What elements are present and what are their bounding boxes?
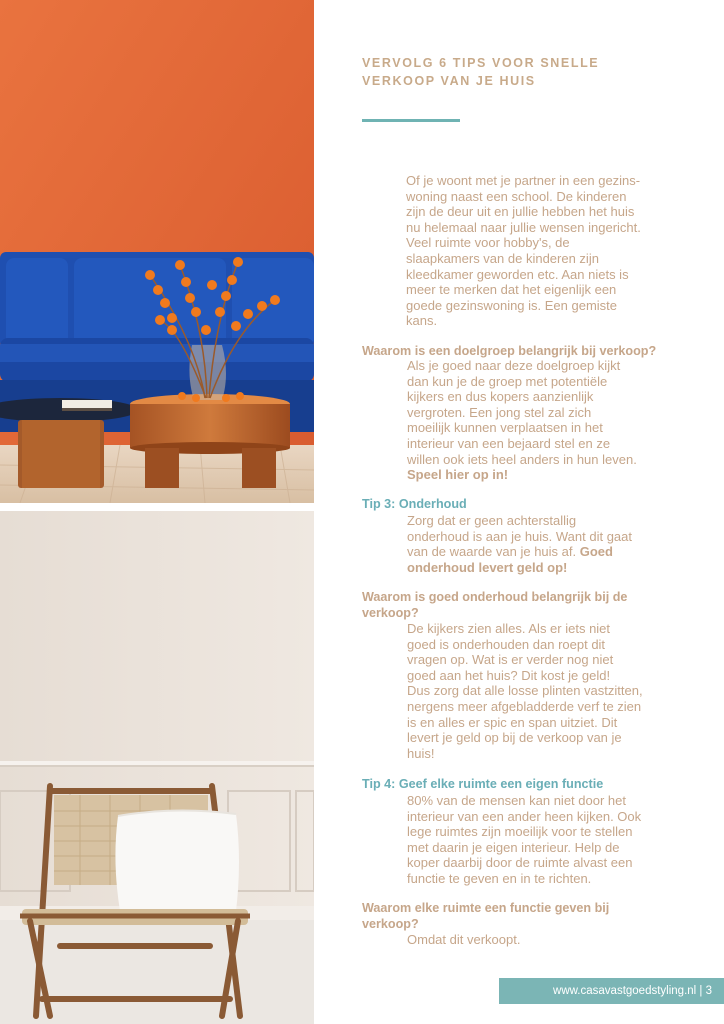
tip-3-paragraph <box>407 513 663 575</box>
paragraph-line: met daarin je eigen interieur. Help de <box>407 839 620 855</box>
paragraph-line: vragen op. Wat is er verder nog niet <box>407 652 614 668</box>
living-room-photo <box>0 0 314 503</box>
paragraph-text: van de waarde van je huis af. <box>407 544 577 560</box>
tip-4-paragraph <box>407 793 663 887</box>
page-title <box>362 54 662 90</box>
paragraph-line: willen ook iets heel anders in hun leven. <box>407 451 637 467</box>
paragraph-line: 80% van de mensen kan niet door het <box>407 793 626 808</box>
paragraph-line: nergens meer afgebladderde verf te zien <box>407 698 642 714</box>
intro-line: slaapkamers van de kinderen zijn <box>406 250 599 266</box>
paragraph-line: Dus zorg dat alle losse plinten vastzitten, <box>407 683 643 699</box>
paragraph-line: onderhoud is aan je huis. Want dit gaat <box>407 528 632 544</box>
heading-line: verkoop? <box>362 916 419 931</box>
section-heading-doelgroep: Waarom is een doelgroep belangrijk bij verkoop? <box>362 344 657 358</box>
intro-paragraph <box>406 173 662 329</box>
footer-url-page-number: www.casavastgoedstyling.nl | 3 <box>499 978 724 1004</box>
intro-line: nu helemaal naar jullie wensen ingericht. <box>406 219 641 235</box>
paragraph-line: huis! <box>407 745 435 761</box>
paragraph-line: is en alles er spic en span uitziet. Dit <box>407 714 618 730</box>
intro-line: goede gezinswoning is. Een gemiste <box>406 297 618 313</box>
page-title-line-2: VERKOOP VAN JE HUIS <box>362 74 536 88</box>
tip-3-heading: Tip 3: Onderhoud <box>362 497 467 511</box>
emphasis-text: onderhoud levert geld op! <box>407 559 568 575</box>
intro-line: Veel ruimte voor hobby's, de <box>406 235 570 251</box>
intro-line: meer te merken dat het eigenlijk een <box>406 282 617 298</box>
paragraph-line: interieur van een ander heen kijken. Ook <box>407 808 642 824</box>
paragraph-line: Zorg dat er geen achterstallig <box>407 513 577 528</box>
tip-4-heading: Tip 4: Geef elke ruimte een eigen functie <box>362 777 604 791</box>
paragraph-line: Als je goed naar deze doelgroep kijkt <box>407 358 621 373</box>
section-paragraph-doelgroep <box>407 358 663 483</box>
section-heading-onderhoud <box>362 590 658 621</box>
living-room-illustration <box>0 0 314 503</box>
paragraph-line: lege ruimtes zijn moeilijk voor te stellen <box>407 824 633 840</box>
paragraph-line: goed aan het huis? Dit kost je geld! <box>407 667 611 683</box>
emphasis-text: Speel hier op in! <box>407 467 509 483</box>
paragraph-line: dan kun je de groep met potentiële <box>407 373 608 389</box>
paragraph-line-mixed <box>407 544 663 560</box>
paragraph-line: moeilijk kunnen verplaatsen in het <box>407 420 603 436</box>
paragraph-line: De kijkers zien alles. Als er iets niet <box>407 621 611 636</box>
intro-line: Of je woont met je partner in een gezins- <box>406 173 641 188</box>
intro-line: kans. <box>406 313 438 329</box>
paragraph-line: levert je geld op bij de verkoop van je <box>407 730 622 746</box>
section-paragraph-onderhoud <box>407 621 663 761</box>
heading-line: Waarom elke ruimte een functie geven bij <box>362 901 610 915</box>
paragraph-line: Omdat dit verkoopt. <box>407 932 521 947</box>
paragraph-line: kijkers en dus kopers aanzienlijk <box>407 389 594 405</box>
paragraph-line: functie te geven en in te richten. <box>407 870 592 886</box>
section-paragraph-functie <box>407 932 663 948</box>
chair-photo <box>0 511 314 1024</box>
paragraph-line: goed is onderhouden dan roept dit <box>407 636 606 652</box>
intro-line: kleedkamer geworden etc. Aan niets is <box>406 266 629 282</box>
intro-line: zijn de deur uit en jullie hebben het huis <box>406 204 635 220</box>
heading-line: Waarom is goed onderhoud belangrijk bij de <box>362 590 628 604</box>
heading-line: verkoop? <box>362 605 419 620</box>
section-heading-functie <box>362 901 658 932</box>
paragraph-line: koper daarbij door de ruimte alvast een <box>407 855 633 871</box>
emphasis-text: Goed <box>579 544 613 560</box>
chair-illustration <box>0 511 314 1024</box>
paragraph-line: vergroten. Een jong stel zal zich <box>407 404 592 420</box>
title-underline <box>362 119 460 122</box>
page-title-line-1: VERVOLG 6 TIPS VOOR SNELLE <box>362 56 600 70</box>
paragraph-line: interieur van een bejaard stel en ze <box>407 435 611 451</box>
intro-line: woning naast een school. De kinderen <box>406 188 627 204</box>
